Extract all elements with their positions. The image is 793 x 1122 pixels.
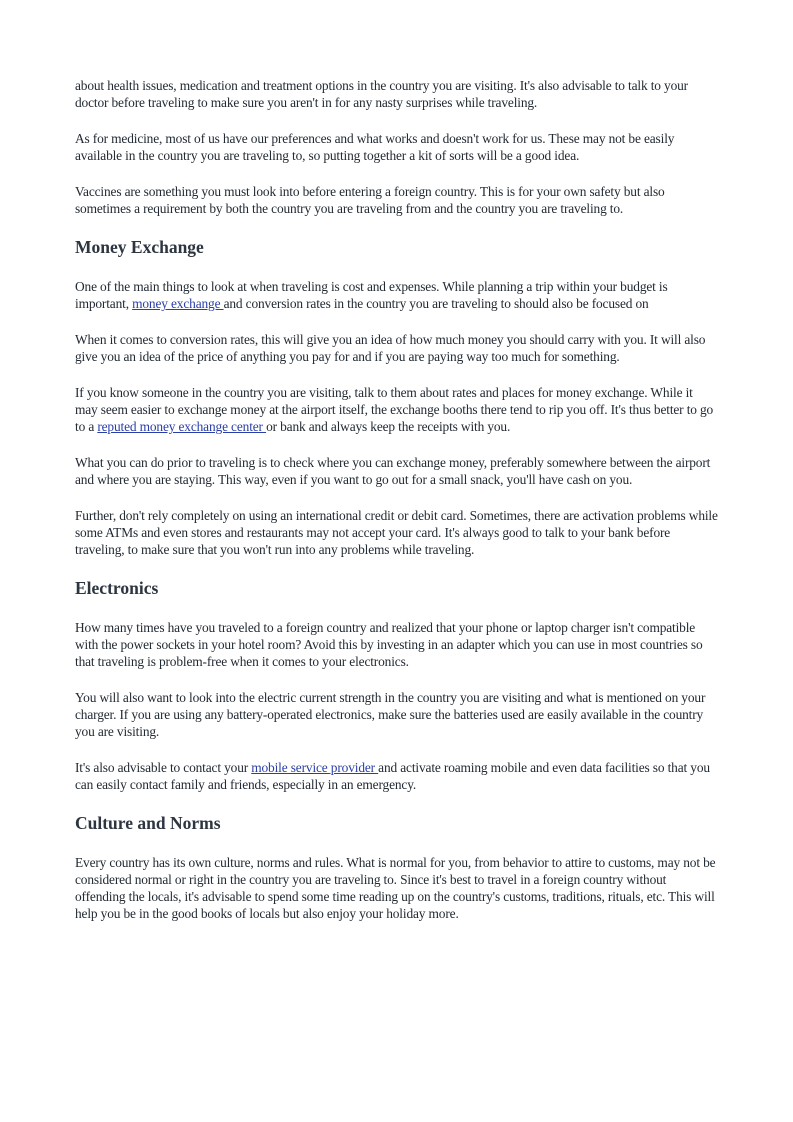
intro-paragraph-vaccines: Vaccines are something you must look into before entering a foreign country. This is for your own safety but also sometimes a requirement by both the country you are traveling from and the country you are traveling to. xyxy=(75,184,665,216)
money-paragraph-cards: Further, don't rely completely on using an international credit or debit card. Sometimes, there are activation problems while some ATMs and even stores and restaurants may not accept your card. It's always good to talk to your bank before traveling, to make sure that you won't run into any problems while traveling. xyxy=(75,508,718,557)
electronics-paragraph-roaming-text-a: It's also advisable to contact your xyxy=(75,760,252,775)
reputed-money-exchange-center-link[interactable]: reputed money exchange center xyxy=(97,419,267,434)
money-paragraph-rates-text-a: If you know someone in the country you are visiting, talk to them about rates and places for money exchange. While it may seem easier to exchange money at the airport itself, the exchange booths there tend to rip you off. It's thus better to go to a xyxy=(75,385,714,434)
culture-and-norms-heading: Culture and Norms xyxy=(75,813,221,833)
electronics-paragraph-current: You will also want to look into the electric current strength in the country you are visiting and what is mentioned on your charger. If you are using any battery-operated electronics, make sure the batteries used are easily available in the country you are visiting. xyxy=(75,690,706,739)
money-exchange-link[interactable]: money exchange xyxy=(132,296,224,311)
money-paragraph-prior: What you can do prior to traveling is to check where you can exchange money, preferably somewhere between the airport and where you are staying. This way, even if you want to go out for a small snack, you'll have cash on you. xyxy=(75,455,711,487)
intro-paragraph-health: about health issues, medication and treatment options in the country you are visiting. It's also advisable to talk to your doctor before traveling to make sure you aren't in for any nasty surprises while traveling. xyxy=(75,78,688,110)
money-paragraph-conversion: When it comes to conversion rates, this will give you an idea of how much money you should carry with you. It will also give you an idea of the price of anything you pay for and if you are paying way too much for something. xyxy=(75,332,706,364)
money-paragraph-rates xyxy=(75,384,718,435)
money-paragraph-costs-text-b: and conversion rates in the country you are traveling to should also be focused on xyxy=(223,296,649,311)
electronics-heading: Electronics xyxy=(75,578,159,598)
money-paragraph-costs xyxy=(75,278,718,312)
culture-paragraph: Every country has its own culture, norms and rules. What is normal for you, from behavior to attire to customs, may not be considered normal or right in the country you are traveling to. Since it's best to travel in a foreign country without offending the locals, it's advisable to spend some time reading up on the country's customs, traditions, rituals, etc. This will help you be in the good books of locals but also enjoy your holiday more. xyxy=(75,855,716,921)
electronics-paragraph-roaming-text-b: and activate roaming mobile and even data facilities so that you can easily contact family and friends, especially in an emergency. xyxy=(75,760,710,792)
document-page xyxy=(75,77,718,941)
electronics-paragraph-adapter: How many times have you traveled to a foreign country and realized that your phone or laptop charger isn't compatible with the power sockets in your hotel room? Avoid this by investing in an adapter which you can use in most countries so that traveling is problem-free when it comes to your electronics. xyxy=(75,620,703,669)
money-exchange-heading: Money Exchange xyxy=(75,237,204,257)
money-paragraph-costs-text-a: One of the main things to look at when traveling is cost and expenses. While planning a trip within your budget is important, xyxy=(75,279,668,311)
money-paragraph-rates-text-b: or bank and always keep the receipts with you. xyxy=(266,419,511,434)
electronics-paragraph-roaming xyxy=(75,759,718,793)
intro-paragraph-medicine: As for medicine, most of us have our preferences and what works and doesn't work for us. These may not be easily available in the country you are traveling to, so putting together a kit of sorts will be a good idea. xyxy=(75,131,675,163)
mobile-service-provider-link[interactable]: mobile service provider xyxy=(251,760,379,775)
